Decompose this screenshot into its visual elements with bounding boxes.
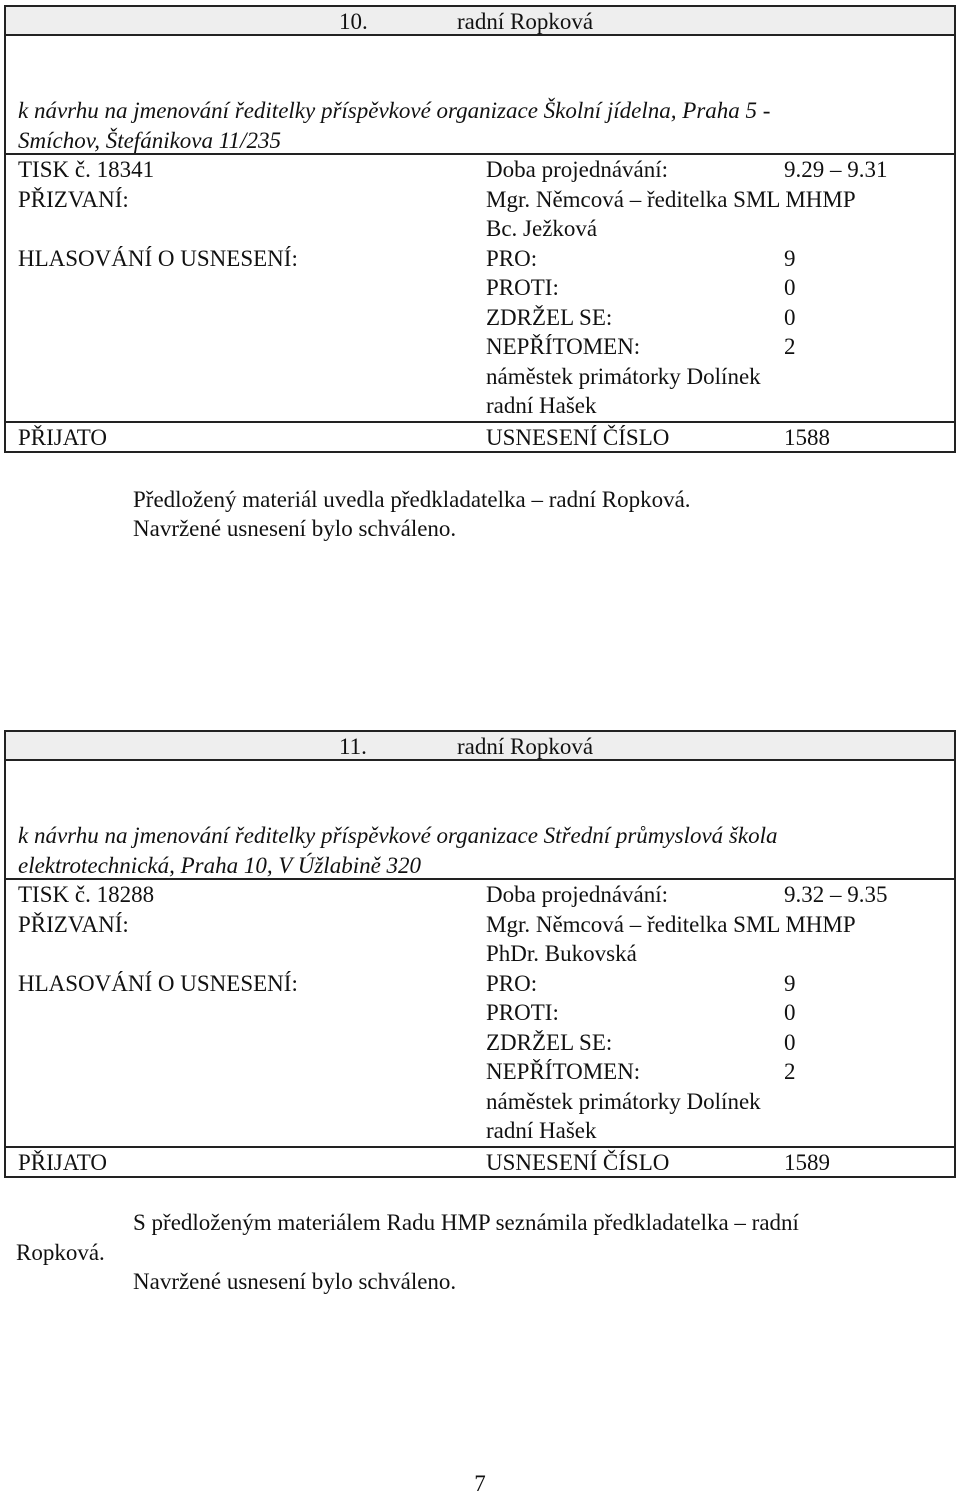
- zdrzel-label: ZDRŽEL SE:: [486, 1029, 613, 1055]
- item-note: S předloženým materiálem Radu HMP seznámila předkladatelka – radní: [133, 1210, 799, 1235]
- vote-row-zdrzel: [6, 1028, 954, 1058]
- item-number: 11.: [339, 734, 367, 759]
- hlasovani-label: HLASOVÁNÍ O USNESENÍ:: [18, 245, 298, 271]
- tisk-number: TISK č. 18341: [18, 157, 155, 182]
- agenda-item-10: [4, 5, 956, 453]
- item-body: [4, 36, 956, 453]
- prizvani-label: PŘIZVANÍ:: [18, 186, 129, 212]
- pro-label: PRO:: [486, 245, 538, 271]
- proti-label: PROTI:: [486, 275, 559, 300]
- vote-row-proti: [6, 998, 954, 1028]
- nepritomen-value: 2: [784, 1059, 796, 1084]
- proti-value: 0: [784, 1000, 796, 1025]
- doba-label: Doba projednávání:: [486, 157, 669, 182]
- guest-name: PhDr. Bukovská: [486, 941, 637, 966]
- doba-label: Doba projednávání:: [486, 882, 669, 907]
- prizvani-row: [6, 185, 954, 215]
- item-note: Navržené usnesení bylo schváleno.: [133, 516, 457, 541]
- doba-value: 9.29 – 9.31: [784, 157, 888, 182]
- page-number: 7: [474, 1471, 486, 1496]
- zdrzel-value: 0: [784, 304, 796, 330]
- absent-name: náměstek primátorky Dolínek: [486, 363, 761, 389]
- item-header: [4, 5, 956, 36]
- guest-name: Mgr. Němcová – ředitelka SML MHMP: [486, 186, 856, 212]
- vote-row-nepritomen: [6, 332, 954, 362]
- guest-name: Bc. Ježková: [486, 216, 598, 241]
- pro-label: PRO:: [486, 970, 538, 996]
- absent-name: radní Hašek: [486, 393, 597, 418]
- tisk-row: [6, 880, 954, 910]
- usneseni-label: USNESENÍ ČÍSLO: [486, 424, 670, 450]
- prizvani-row-2: [6, 939, 954, 969]
- vote-row-pro: [6, 969, 954, 999]
- nepritomen-label: NEPŘÍTOMEN:: [486, 1059, 641, 1084]
- item-note: Navržené usnesení bylo schváleno.: [133, 1269, 457, 1294]
- zdrzel-label: ZDRŽEL SE:: [486, 304, 613, 330]
- prizvani-row: [6, 910, 954, 940]
- zdrzel-value: 0: [784, 1029, 796, 1055]
- item-note: Předložený materiál uvedla předkladatelka – radní Ropková.: [133, 487, 691, 512]
- proti-value: 0: [784, 275, 796, 300]
- usneseni-number: 1588: [784, 424, 830, 450]
- hlasovani-label: HLASOVÁNÍ O USNESENÍ:: [18, 970, 298, 996]
- item-topic: [6, 761, 954, 880]
- absent-row: [6, 1116, 954, 1146]
- prizvani-label: PŘIZVANÍ:: [18, 911, 129, 937]
- nepritomen-label: NEPŘÍTOMEN:: [486, 334, 641, 359]
- item-header: [4, 730, 956, 761]
- topic-line: elektrotechnická, Praha 10, V Úžlabině 320: [18, 853, 422, 878]
- tisk-number: TISK č. 18288: [18, 882, 155, 907]
- item-presenter: radní Ropková: [457, 734, 594, 759]
- guest-name: Mgr. Němcová – ředitelka SML MHMP: [486, 911, 856, 937]
- usneseni-label: USNESENÍ ČÍSLO: [486, 1149, 670, 1175]
- absent-row: [6, 1087, 954, 1117]
- absent-name: náměstek primátorky Dolínek: [486, 1088, 761, 1114]
- item-note: Ropková.: [16, 1240, 105, 1265]
- doba-value: 9.32 – 9.35: [784, 882, 888, 907]
- result-label: PŘIJATO: [18, 424, 108, 450]
- result-row: [6, 421, 954, 451]
- tisk-row: [6, 155, 954, 185]
- vote-row-zdrzel: [6, 303, 954, 333]
- nepritomen-value: 2: [784, 334, 796, 359]
- item-topic: [6, 36, 954, 155]
- vote-row-proti: [6, 273, 954, 303]
- item-presenter: radní Ropková: [457, 9, 594, 34]
- absent-row: [6, 391, 954, 421]
- pro-value: 9: [784, 245, 796, 271]
- proti-label: PROTI:: [486, 1000, 559, 1025]
- result-label: PŘIJATO: [18, 1149, 108, 1175]
- pro-value: 9: [784, 970, 796, 996]
- absent-row: [6, 362, 954, 392]
- vote-row-nepritomen: [6, 1057, 954, 1087]
- result-row: [6, 1146, 954, 1176]
- topic-line: k návrhu na jmenování ředitelky příspěvkové organizace Školní jídelna, Praha 5 -: [18, 98, 771, 123]
- prizvani-row-2: [6, 214, 954, 244]
- topic-line: k návrhu na jmenování ředitelky příspěvkové organizace Střední průmyslová škola: [18, 823, 778, 848]
- absent-name: radní Hašek: [486, 1118, 597, 1143]
- agenda-item-11: [4, 730, 956, 1178]
- item-number: 10.: [339, 9, 368, 34]
- usneseni-number: 1589: [784, 1149, 830, 1175]
- vote-row-pro: [6, 244, 954, 274]
- item-body: [4, 761, 956, 1178]
- topic-line: Smíchov, Štefánikova 11/235: [18, 128, 281, 153]
